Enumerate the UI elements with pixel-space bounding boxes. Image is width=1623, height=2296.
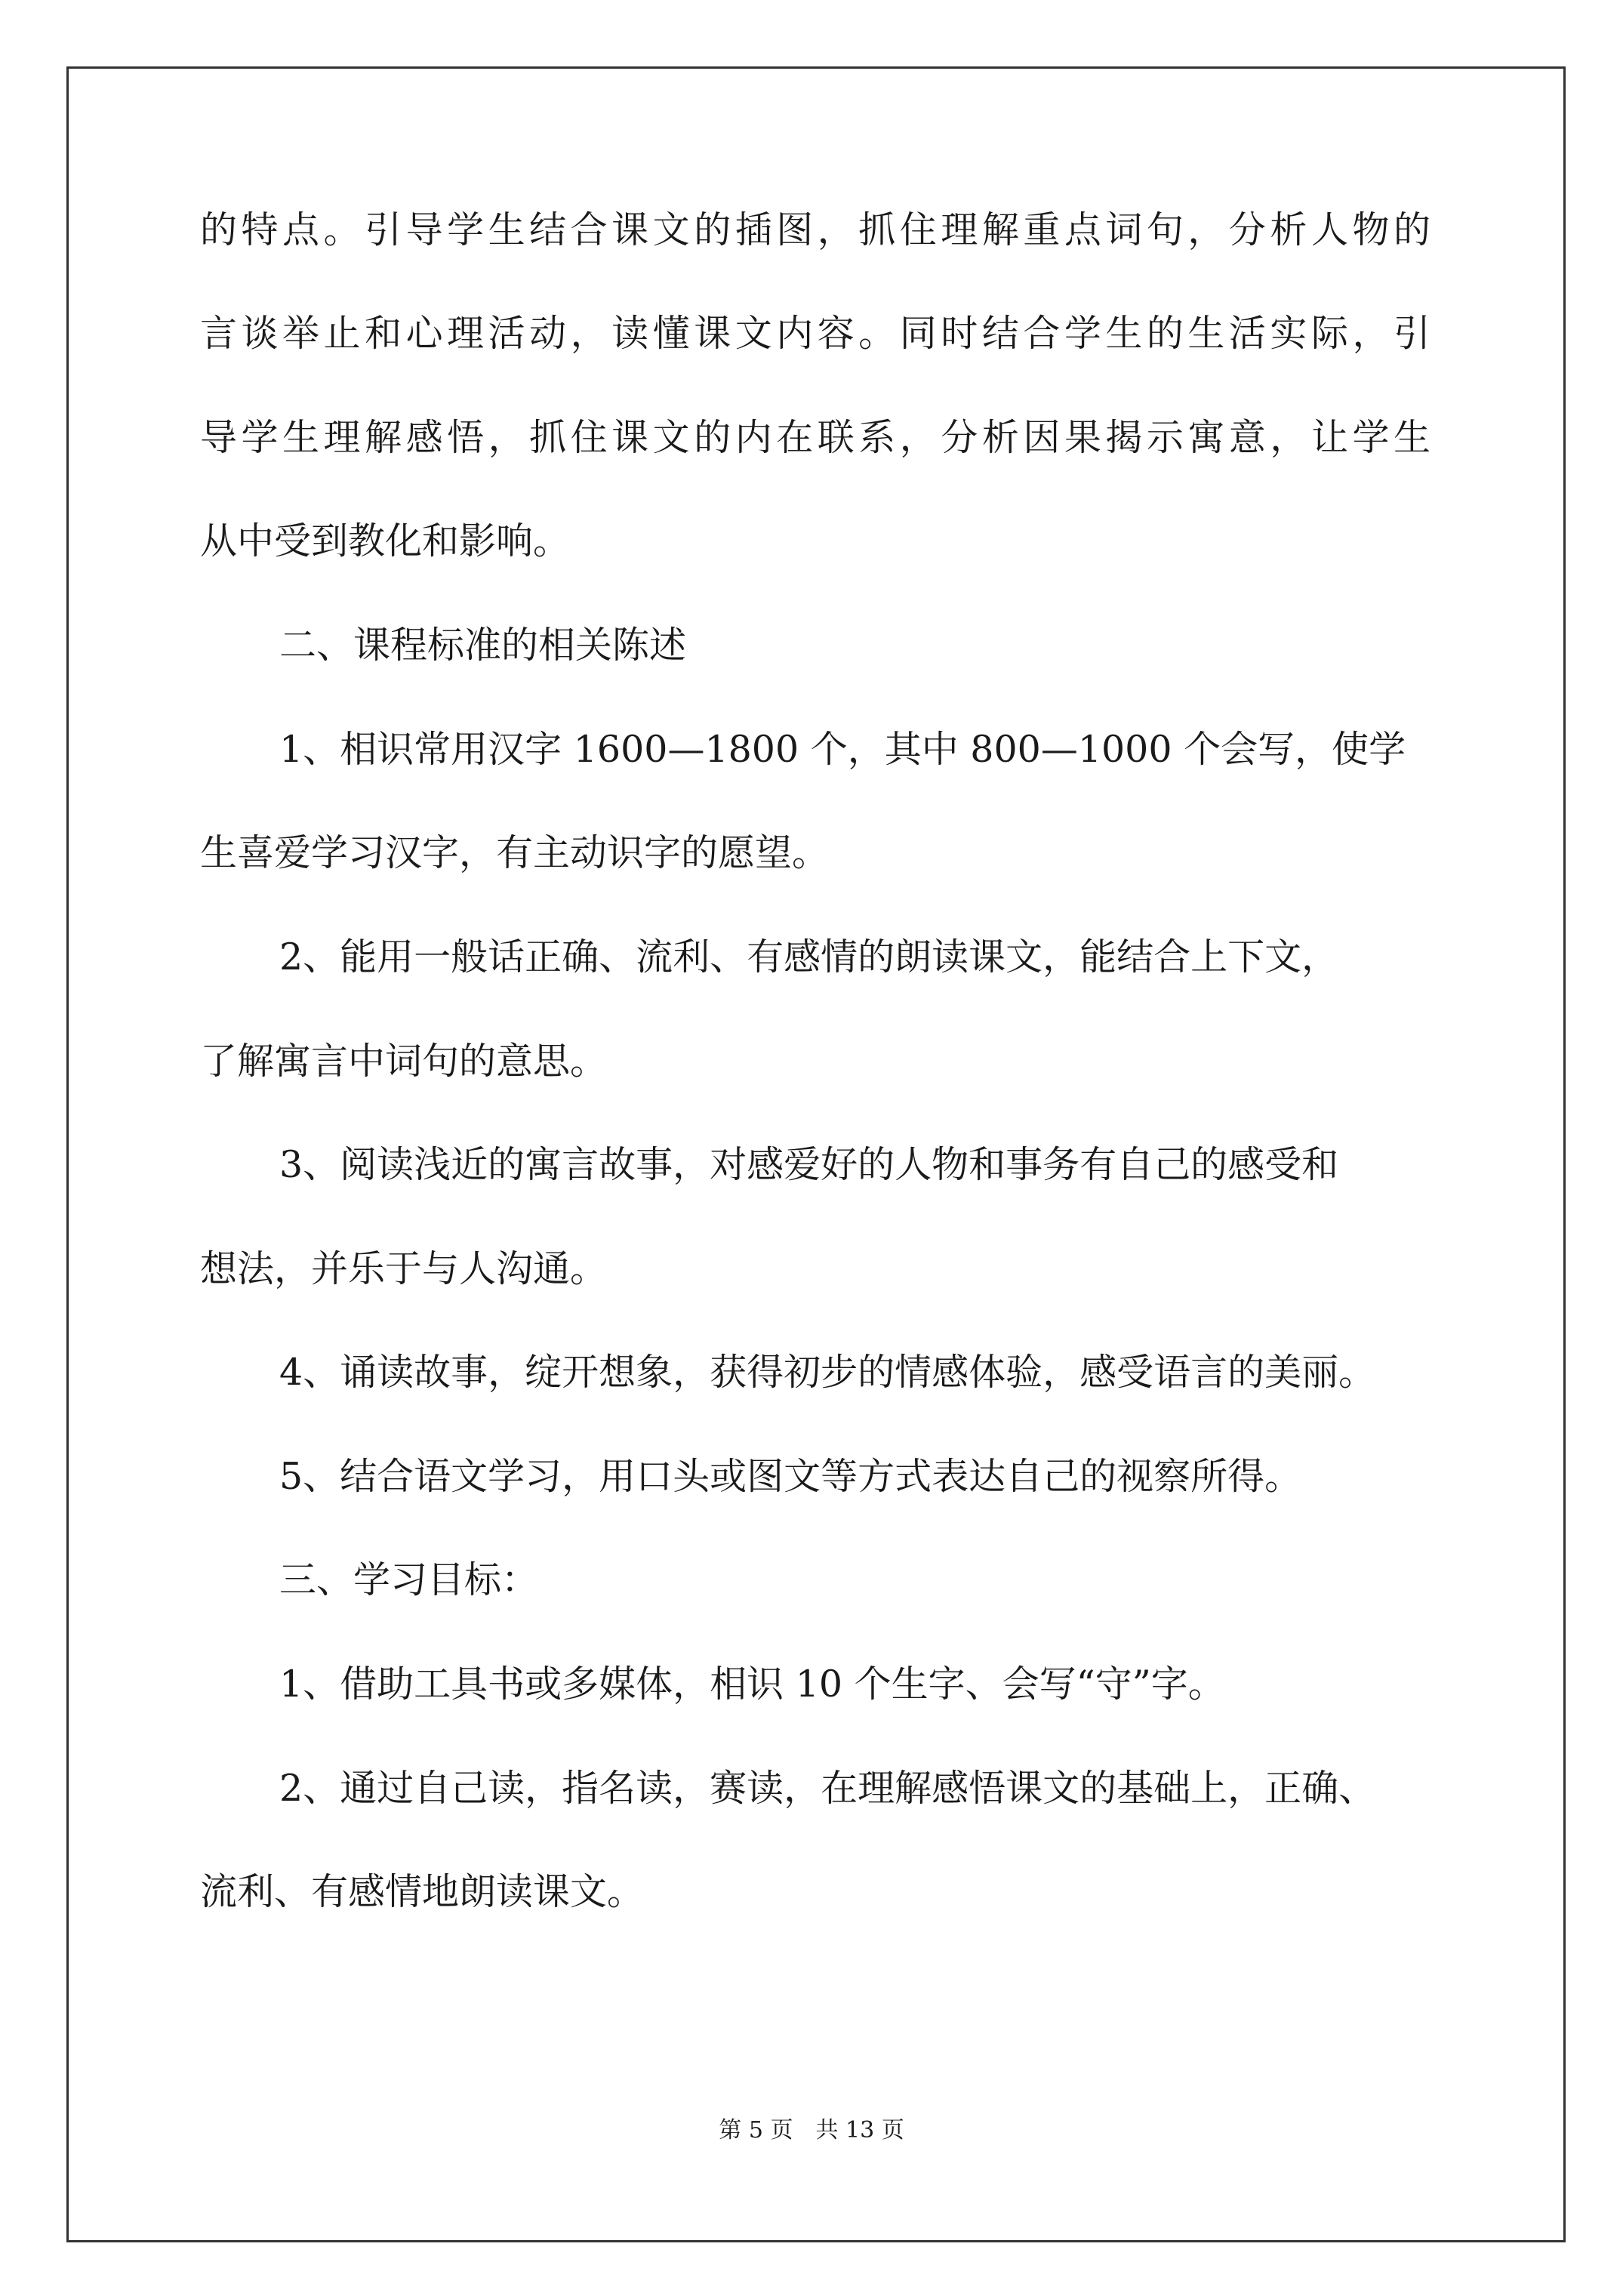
text-line: 了解寓言中词句的意思。	[200, 1040, 608, 1083]
list-item: 4、诵读故事，绽开想象，获得初步的情感体验，感受语言的美丽。	[279, 1351, 1376, 1394]
list-item: 5、结合语文学习，用口头或图文等方式表达自己的视察所得。	[279, 1455, 1302, 1498]
section-heading: 二、课程标准的相关陈述	[279, 624, 687, 667]
page-number: 第 5 页 共 13 页	[719, 2117, 904, 2143]
list-item: 1、借助工具书或多媒体，相识 10 个生字、会写“守”字。	[279, 1663, 1225, 1706]
list-item: 1、相识常用汉字 1600—1800 个，其中 800—1000 个会写，使学	[279, 728, 1406, 771]
text-line: 言谈举止和心理活动，读懂课文内容。同时结合学生的生活实际，引	[200, 312, 1431, 355]
section-heading: 三、学习目标：	[279, 1558, 539, 1601]
list-item: 2、通过自己读，指名读，赛读，在理解感悟课文的基础上，正确、	[279, 1767, 1376, 1810]
text-line: 想法，并乐于与人沟通。	[200, 1247, 608, 1290]
text-line: 生喜爱学习汉字，有主动识字的愿望。	[200, 831, 830, 874]
list-item: 2、能用一般话正确、流利、有感情的朗读课文，能结合上下文，	[279, 935, 1339, 978]
text-line: 从中受到教化和影响。	[200, 519, 571, 562]
text-line: 的特点。引导学生结合课文的插图，抓住理解重点词句，分析人物的	[200, 208, 1431, 251]
text-line: 流利、有感情地朗读课文。	[200, 1870, 645, 1913]
text-line: 导学生理解感悟，抓住课文的内在联系，分析因果揭示寓意，让学生	[200, 416, 1431, 459]
list-item: 3、阅读浅近的寓言故事，对感爱好的人物和事务有自己的感受和	[279, 1143, 1339, 1186]
